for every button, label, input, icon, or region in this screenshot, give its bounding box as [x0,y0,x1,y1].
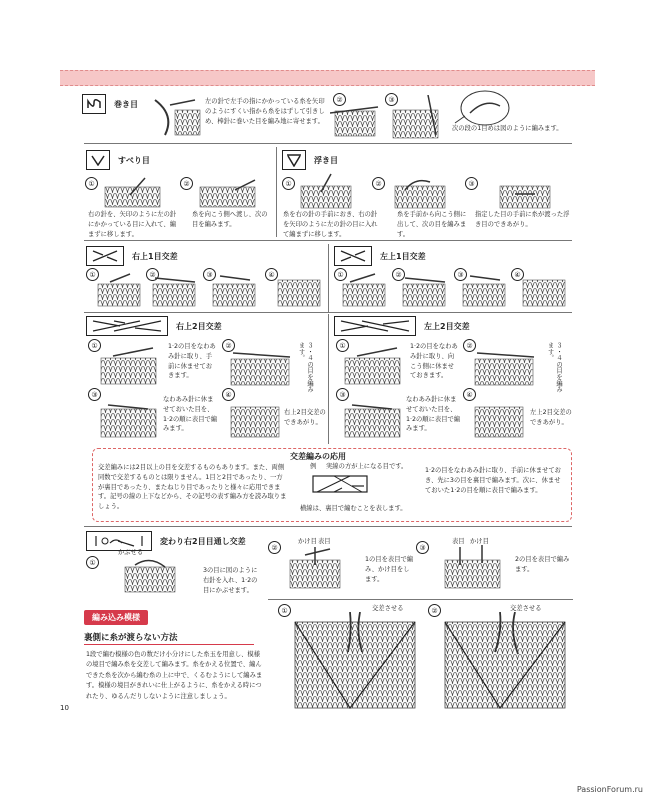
application-title: 交差編みの応用 [290,452,346,461]
hidari2-text-3: 左上2目交差のできあがり。 [530,409,572,426]
step-number: ③ [465,177,478,190]
section-header-hidari1 [334,246,426,266]
step-number: ① [282,177,295,190]
section-title: 左上1目交差 [380,251,426,261]
kawari-text-3: 2の目を表目で編みます。 [515,556,570,573]
step-number: ② [392,268,405,281]
hidari2-symbol-icon [334,316,416,336]
section-header-makime [82,94,138,114]
divider [84,526,572,527]
hidari1-illustration-3 [460,270,510,310]
step-number: ③ [336,388,349,401]
divider [268,599,573,600]
ukime-illustration-3 [495,172,555,210]
kabuseru-label: かぶせる [118,549,144,556]
suberime-text-2: 糸を向こう側へ渡し、次の目を編みます。 [192,211,268,228]
application-chart-icon [312,474,372,498]
makime-text: 左の針で左手の指にかかっている糸を矢印のようにすくい指から糸をはずして引きしめ、棒針に巻いた目を編み地に寄せます。 [205,98,325,125]
pattern-text: 1段で編む模様の色の数だけ小分けにした糸玉を用意し、模様の境目で編み糸を交差して編みます。糸をかえる位置で、編んできた糸を次から編む糸の上に中で、くるむようにして編みます。模様の境目がきれいに仕上がるように、糸をかえる時につれたり、ゆるんだりしないように注意しましょう。 [86,651,263,700]
watermark: PassionForum.ru [576,785,643,794]
step-number: ② [268,541,281,554]
migi2-text-3: 右上2目交差のできあがり。 [284,409,326,426]
step-number: ② [146,268,159,281]
section-header-migi1 [86,246,178,266]
hidari2-illustration-4 [472,397,527,439]
kousa-label-1: 交差させる [372,605,404,612]
omote-label: 表目 [318,538,331,545]
section-header-suberime [86,150,150,170]
divider [276,147,277,237]
pattern-underline [84,644,254,645]
example-text: 実線の方が上になる目です。 [326,463,408,470]
ukime-illustration-1 [296,172,356,210]
step-number: ③ [88,388,101,401]
hidari2-text-1: 1·2の目をなわあみ針に取り、向こう側に休ませておきます。 [410,343,458,380]
step-number: ④ [511,268,524,281]
page-number: 10 [60,704,69,712]
makime-illustration-2 [330,103,380,138]
ukime-symbol-icon [282,150,306,170]
hidari2-text-2: なわあみ針に休ませておいた目を、1·2の順に表目で編みます。 [406,396,461,433]
omote-label-2: 表目 [452,538,465,545]
ukime-text-3: 指定した目の手前に糸が渡った浮き目のできあがり。 [475,211,570,228]
step-number: ③ [454,268,467,281]
step-number: ② [222,339,235,352]
migi1-illustration-4 [275,270,325,310]
migi2-text-1: 1·2の目をなわあみ針に取り、手前に休ませておきます。 [168,343,216,380]
section-title: 右上1目交差 [132,251,178,261]
migi2-text-2: なわあみ針に休ませておいた目を、1·2の順に表目で編みます。 [163,396,218,433]
pattern-illustration-1 [290,612,420,712]
divider [84,312,572,313]
application-text: 交差編みには2目以上の目を交差するものもあります。また、両側同数で交差するものとは限りません。1目と2目であったり、一方が裏目であったり、またねじり目であったりと様々に応用できます。記号の線の上下などから、その記号の表す編み方を読み取りましょう。 [98,464,287,510]
migi2-illustration-1 [98,342,160,387]
migi2-symbol-icon [86,316,168,336]
pattern-label: 編み込み模様 [84,610,148,625]
suberime-illustration-2 [195,175,260,210]
section-header-migi2 [86,316,222,336]
migi1-illustration-3 [210,270,260,310]
hidari2-illustration-2 [472,345,537,387]
migi2-illustration-2 [228,345,293,387]
hidari1-illustration-1 [340,270,390,310]
makime-illustration-1 [150,95,205,140]
step-number: ① [88,339,101,352]
top-decorative-band [60,70,595,86]
migi2-illustration-4 [228,397,283,439]
makime-symbol-icon [82,94,106,114]
step-number: ④ [463,388,476,401]
divider [328,244,329,312]
migi1-illustration-2 [150,270,200,310]
application-chart-note: 横線は、裏目で編むことを表します。 [300,505,407,512]
step-number: ① [85,177,98,190]
makime-illustration-3 [388,95,448,140]
kousa-label-2: 交差させる [510,605,542,612]
step-number: ③ [416,541,429,554]
step-number: ③ [203,268,216,281]
hidari1-symbol-icon [334,246,372,266]
kawari-illustration-2 [285,545,345,593]
section-header-hidari2 [334,316,470,336]
ukime-text-1: 糸を右の針の手前におき、右の針を矢印のように左の針の目に入れて編まずに移します。 [283,211,378,238]
ukime-text-2: 糸を手前から向こう側に出して、次の目を編みます。 [397,211,467,238]
makime-note: 次の段の1目めは図のように編みます。 [452,125,563,132]
section-title: 右上2目交差 [176,321,222,331]
suberime-text-1: 右の針を、矢印のように左の針にかかっている目に入れて、編まずに移します。 [88,211,177,238]
step-number: ① [336,339,349,352]
step-number: ③ [385,93,398,106]
step-number: ② [180,177,193,190]
migi2-illustration-3 [98,395,160,440]
pattern-subtitle: 裏側に糸が渡らない方法 [84,633,178,643]
step-number: ④ [265,268,278,281]
step-number: ① [86,556,99,569]
kakeme-label-2: かけ目 [470,538,489,545]
migi1-symbol-icon [86,246,124,266]
divider [84,240,572,241]
step-number: ① [86,268,99,281]
pattern-illustration-2 [440,612,570,712]
hidari1-illustration-2 [400,270,450,310]
hidari2-illustration-1 [342,342,404,387]
step-number: ① [278,604,291,617]
hidari2-illustration-3 [342,395,404,440]
step-number: ① [334,268,347,281]
hidari2-vert-note-1: ３・４の目を編みます。 [546,342,562,393]
section-header-ukime [282,150,338,170]
step-number: ④ [222,388,235,401]
step-number: ② [428,604,441,617]
suberime-illustration-1 [100,175,165,210]
example-label: 例 [310,463,317,470]
kawari-illustration-1 [120,555,180,595]
migi2-vert-note-1: ３・４の目を編みます。 [297,342,313,393]
section-title: 巻き目 [114,99,138,109]
section-title: 浮き目 [314,155,338,165]
kawari-text-1: 3の目に図のように右針を入れ、1·2の目にかぶせます。 [203,567,258,594]
step-number: ② [372,177,385,190]
ukime-illustration-2 [390,172,450,210]
section-title: 変わり右2目目通し交差 [160,536,246,546]
section-title: 左上2目交差 [424,321,470,331]
application-example-text-2: 1·2の目をなわあみ針に取り、手前に休ませておき、先に3の目を裏目で編みます。次に、休ませておいた1·2の目を順に表目で編みます。 [425,467,561,494]
step-number: ② [333,93,346,106]
kawari-illustration-3 [440,545,505,593]
step-number: ② [463,339,476,352]
section-title: すべり目 [118,155,150,165]
migi1-illustration-1 [95,270,145,310]
kakeme-label: かけ目 [298,538,317,545]
suberime-symbol-icon [86,150,110,170]
kawari-text-2: 1の目を表目で編み、かけ目をします。 [365,556,414,583]
section-header-kawari [86,531,246,551]
divider [84,143,572,144]
hidari1-illustration-4 [520,270,570,310]
makime-zoom-bubble [450,88,510,128]
divider [328,314,329,444]
